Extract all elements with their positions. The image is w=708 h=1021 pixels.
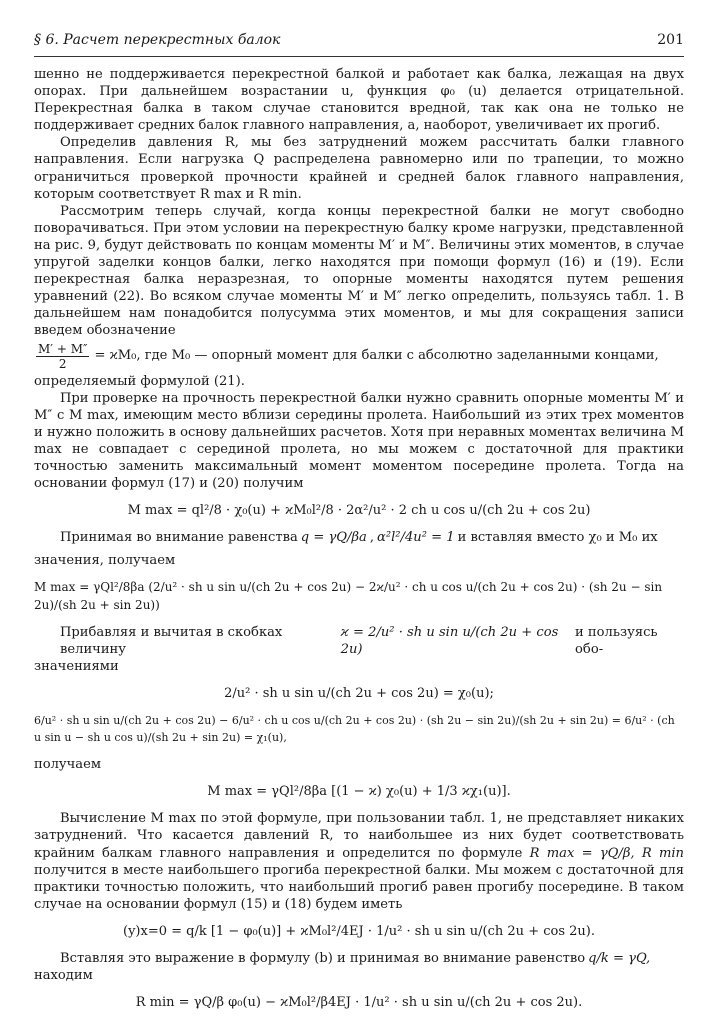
paragraph-9b: находим (34, 968, 93, 984)
formula-half-sum (36, 342, 89, 371)
formula-q-k: q/k = γQ, (588, 951, 651, 967)
paragraph-8b: получится в месте наибольшего прогиба перекрестной балки. Мы можем с достаточной для практики точностью положить, что наибольший прогиб равен прогибу посередине. В таком случае на основании формул (15) и (18) будем иметь (34, 862, 684, 912)
paragraph-3-formula-tail: = ϰM₀, где M₀ — опорный момент для балки с абсолютно заделанными концами, (94, 348, 659, 364)
paragraph-6b: и пользуясь обо- (575, 624, 658, 657)
formula-alpha-eq: α²l²/4u² = 1 (377, 530, 455, 546)
formula-half-sum-den: 2 (58, 356, 67, 371)
paragraph-6c: значениями (34, 658, 119, 674)
paragraph-3: Рассмотрим теперь случай, когда концы перекрестной балки не могут свободно поворачиваться. При этом условии на перекрестную балку кроме нагрузки, представленной на рис. 9, будут действовать по концам моменты M′ и M″. Величины этих моментов, в случае упругой заделки концов балки, легко находятся при помощи формул (16) и (19). Если перекрестная балка неразрезная, то опорные моменты находятся путем решения уравнений (22). Во всяком случае моменты M′ и M″ легко определить, пользуясь табл. 1. В дальнейшем нам понадобится полусумма этих моментов, и мы для сокращения записи введем обозначение (34, 203, 684, 339)
paragraph-8 (34, 810, 684, 913)
paragraph-8a: Вычисление M max по этой формуле, при пользовании табл. 1, не представляет никаких затруднений. Что касается давлений R, то наибольшее из них будет соответствовать крайним балкам главного направления и определится по формуле (34, 811, 684, 861)
paragraph-5b: и вставляя вместо χ₀ и M₀ их (457, 530, 658, 546)
paragraph-6a: Прибавляя и вычитая в скобках величину (60, 624, 283, 657)
page-number: 201 (657, 32, 684, 48)
formula-half-sum-line (34, 342, 684, 371)
formula-chi1: 6/u² · sh u sin u/(ch 2u + cos 2u) − 6/u² · ch u cos u/(ch 2u + cos 2u) · (sh 2u − sin 2u)/(sh 2u + sin 2u) = 6/u² · (ch u sin u − sh u cos u)/(sh 2u + sin 2u) = χ₁(u), (34, 714, 675, 745)
formula-rmin: R min = γQ/β φ₀(u) − ϰM₀l²/β4EJ · 1/u² · sh u sin u/(ch 2u + cos 2u). (135, 995, 583, 1011)
paragraph-9a: Вставляя это выражение в формулу (b) и принимая во внимание равенство (60, 951, 586, 967)
section-title: § 6. Расчет перекрестных балок (34, 32, 281, 48)
paragraph-4: При проверке на прочность перекрестной балки нужно сравнить опорные моменты M′ и M″ с M max, имеющим место вблизи середины пролета. Наибольший из этих трех моментов и нужно положить в основу дальнейших расчетов. Хотя при неравных моментах величина M max не совпадает с серединой пролета, но мы можем с достаточной для практики точностью заменить максимальный момент моментом посередине пролета. Тогда на основании формул (17) и (20) получим (34, 390, 684, 492)
formula-mmax-2: M max = γQl²/8βa (2/u² · sh u sin u/(ch 2u + cos 2u) − 2ϰ/u² · ch u cos u/(ch 2u + cos 2u) · (sh 2u − sin 2u)/(sh 2u + sin 2u)) (34, 580, 663, 612)
formula-q-eq: q = γQ/βa (300, 530, 367, 546)
paragraph-3-end: определяемый формулой (21). (34, 373, 245, 389)
paragraph-9-line (34, 950, 684, 967)
paragraph-2: Определив давления R, мы без затруднений можем рассчитать балки главного направления. Если нагрузка Q распределена равномерно или по трапеции, то можно ограничиться проверкой прочности крайней и средней балок главного направления, которым соответствует R max и R min. (34, 135, 684, 202)
page-header (34, 32, 684, 54)
formula-rmax: R max = γQ/β, R min (529, 845, 684, 861)
paragraph-6-line (34, 624, 684, 658)
paragraph-5-line: Принимая во внимание равенства q = γQ/βa , α²l²/4u² = 1 и вставляя вместо χ₀ и M₀ их (60, 530, 658, 546)
header-rule (34, 56, 684, 57)
formula-deflection: (y)x=0 = q/k [1 − φ₀(u)] + ϰM₀l²/4EJ · 1/u² · sh u sin u/(ch 2u + cos 2u). (123, 923, 595, 939)
paragraph-5c: значения, получаем (34, 553, 176, 569)
formula-kappa: ϰ = 2/u² · sh u sin u/(ch 2u + cos 2u) (340, 624, 559, 657)
paragraph-7: получаем (34, 757, 102, 773)
paragraph-1: шенно не поддерживается перекрестной балкой и работает как балка, лежащая на двух опорах. При дальнейшем возрастании u, функция φ₀ (u) делается отрицательной. Перекрестная балка в таком случае становится вредной, так как она не только не поддерживает средних балок главного направления, а, наоборот, увеличивает их прогиб. (34, 67, 684, 134)
formula-half-sum-num: M′ + M″ (38, 341, 88, 356)
formula-mmax-1: M max = ql²/8 · χ₀(u) + ϰM₀l²/8 · 2α²/u² · 2 ch u cos u/(ch 2u + cos 2u) (127, 503, 591, 519)
formula-mmax-3: M max = γQl²/8βa [(1 − ϰ) χ₀(u) + 1/3 ϰχ₁(u)]. (207, 784, 511, 800)
paragraph-5a: Принимая во внимание равенства (60, 530, 298, 546)
page-body (34, 66, 684, 1021)
formula-chi0: 2/u² · sh u sin u/(ch 2u + cos 2u) = χ₀(u); (224, 685, 494, 701)
